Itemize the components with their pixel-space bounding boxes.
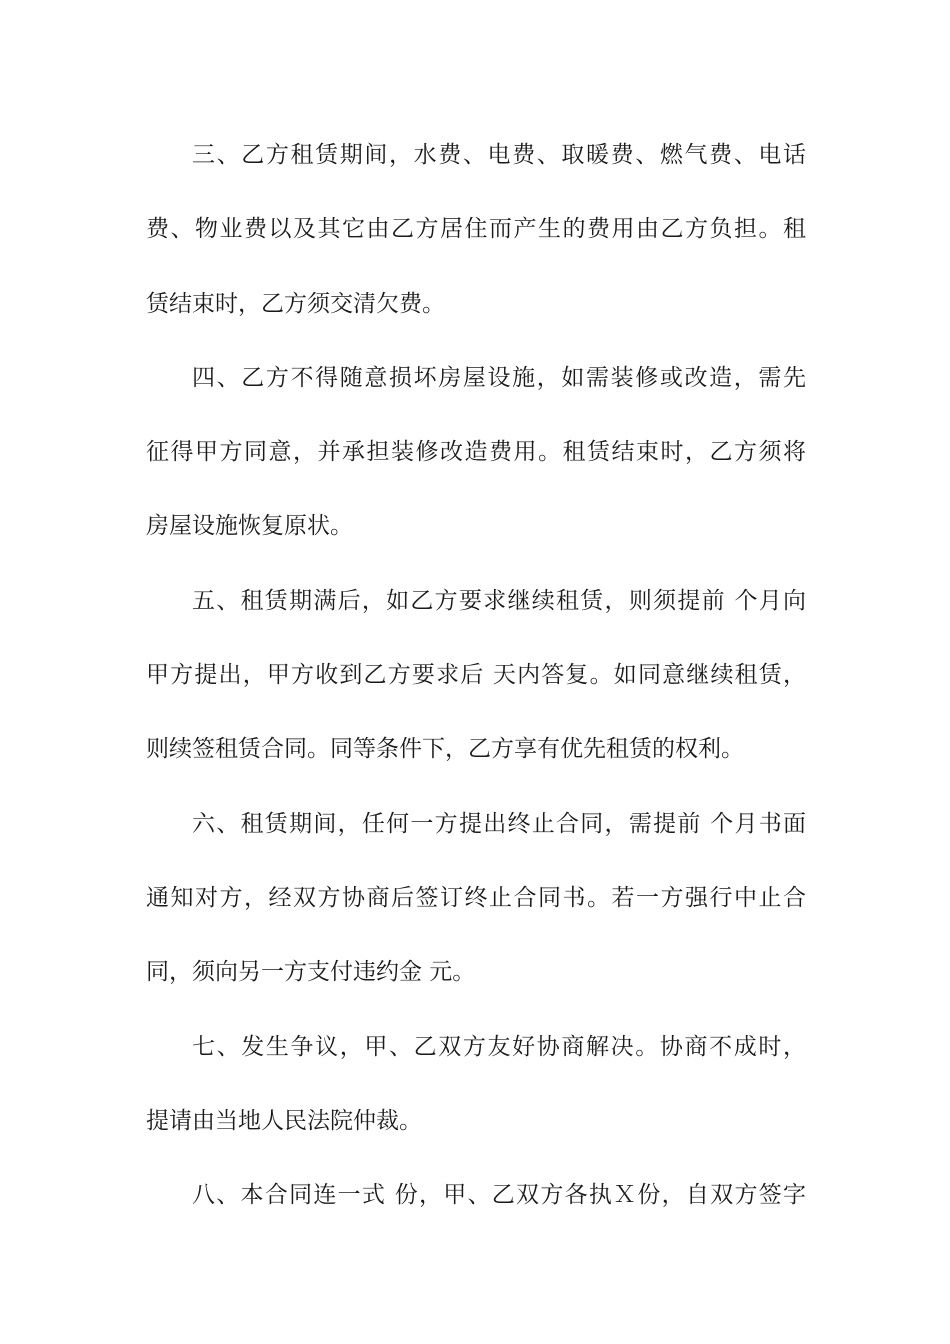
clause-6-line-2: 通知对方，经双方协商后签订终止合同书。若一方强行中止合 [146,884,806,911]
clause-6-line-3: 同，须向另一方支付违约金 元。 [146,959,476,986]
clause-8-line-1: 八、本合同连一式 份，甲、乙双方各执Ｘ份，自双方签字 [192,1182,806,1209]
clause-4-line-1: 四、乙方不得随意损坏房屋设施，如需装修或改造，需先 [192,364,806,391]
clause-5-line-1: 五、租赁期满后，如乙方要求继续租赁，则须提前 个月向 [192,587,806,614]
clause-6-line-1: 六、租赁期间，任何一方提出终止合同，需提前 个月书面 [192,810,806,837]
clause-4-line-3: 房屋设施恢复原状。 [146,513,353,540]
clause-4-line-2: 征得甲方同意，并承担装修改造费用。租赁结束时，乙方须将 [146,439,806,466]
clause-3-line-3: 赁结束时，乙方须交清欠费。 [146,290,445,317]
clause-7-line-2: 提请由当地人民法院仲裁。 [146,1107,422,1134]
clause-3-line-2: 费、物业费以及其它由乙方居住而产生的费用由乙方负担。租 [146,216,806,243]
clause-7-line-1: 七、发生争议，甲、乙双方友好协商解决。协商不成时， [192,1033,806,1060]
clause-5-line-3: 则续签租赁合同。同等条件下，乙方享有优先租赁的权利。 [146,736,744,763]
clause-3-line-1: 三、乙方租赁期间，水费、电费、取暖费、燃气费、电话 [192,142,806,168]
clause-5-line-2: 甲方提出，甲方收到乙方要求后 天内答复。如同意继续租赁， [146,662,806,689]
document-body [146,118,806,1232]
